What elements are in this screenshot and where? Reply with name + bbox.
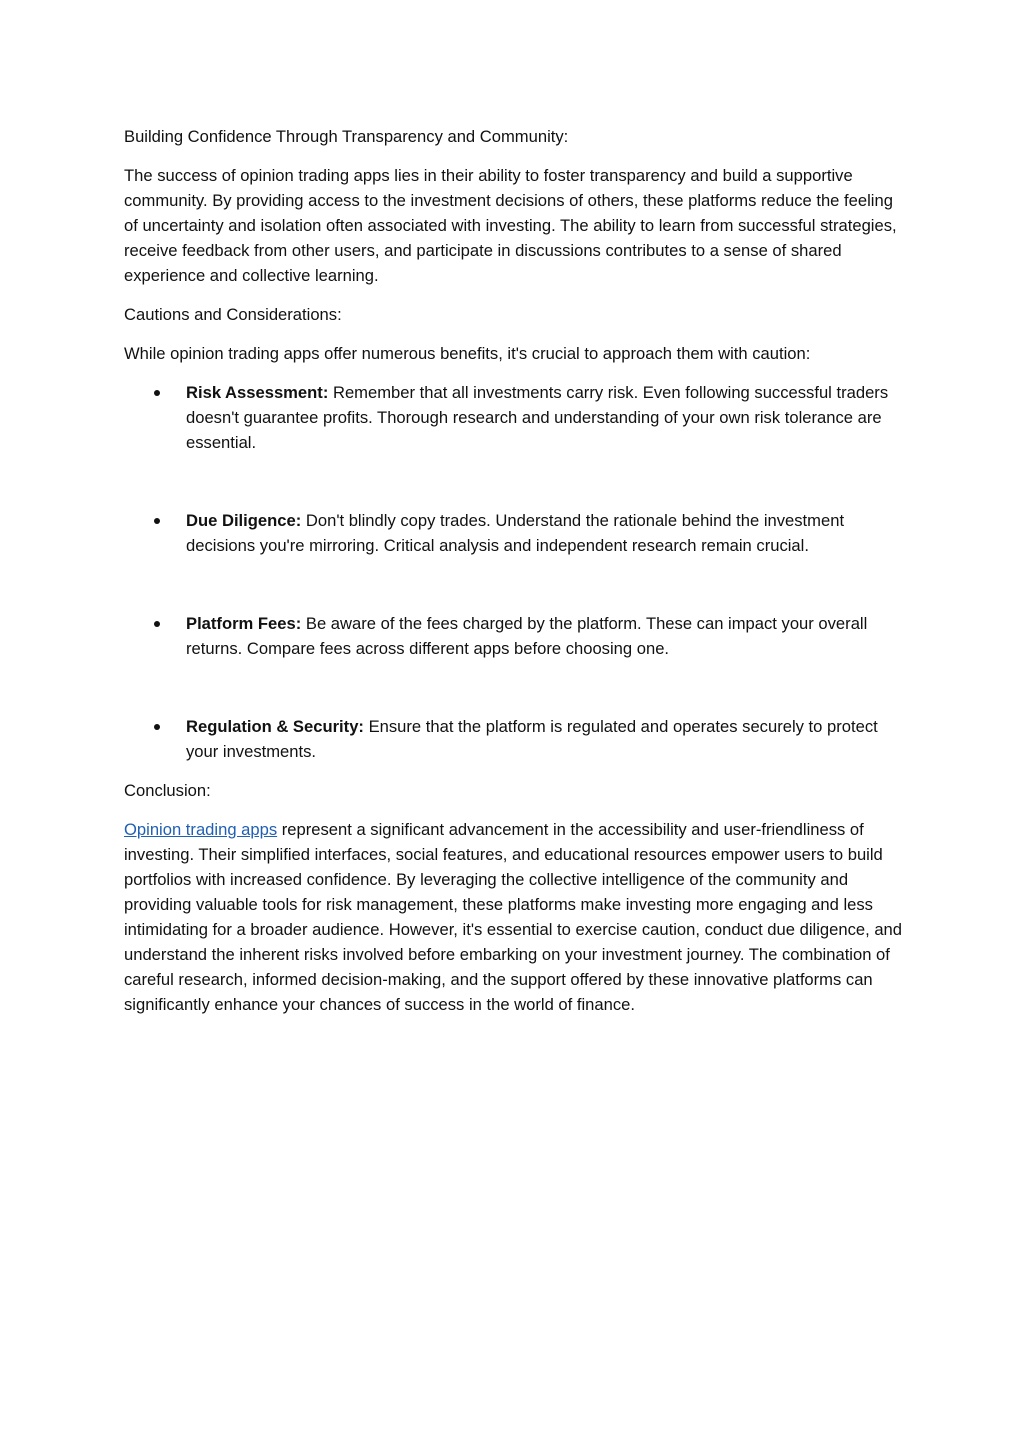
list-item-text: Remember that all investments carry risk. Even following successful traders doesn't guarantee profits. Thorough research and understanding of your own risk tolerance are essential. (186, 383, 889, 452)
list-item-term: Due Diligence: (186, 511, 302, 530)
section-heading-conclusion: Conclusion: (124, 781, 211, 800)
list-item-term: Platform Fees: (186, 614, 302, 633)
list-item-text: Be aware of the fees charged by the platform. These can impact your overall returns. Compare fees across different apps before choosing one. (186, 614, 868, 658)
bullet-icon (154, 518, 160, 524)
bullet-icon (154, 390, 160, 396)
section-heading-transparency: Building Confidence Through Transparency and Community: (124, 127, 569, 146)
list-item-risk-assessment (124, 380, 904, 455)
list-item-text: Ensure that the platform is regulated and operates securely to protect your investments. (186, 717, 878, 761)
bullet-icon (154, 621, 160, 627)
conclusion-text: represent a significant advancement in the accessibility and user-friendliness of investing. Their simplified interfaces, social features, and educational resources empower users to build portfolios with increased confidence. By leveraging the collective intelligence of the community and providing valuable tools for risk management, these platforms make investing more engaging and less intimidating for a broader audience. However, it's essential to exercise caution, conduct due diligence, and understand the inherent risks involved before embarking on your investment journey. The combination of careful research, informed decision-making, and the support offered by these innovative platforms can significantly enhance your chances of success in the world of finance. (124, 820, 903, 1014)
document-page (124, 124, 904, 1031)
paragraph-cautions-intro: While opinion trading apps offer numerous benefits, it's crucial to approach them with caution: (124, 344, 811, 363)
list-item-platform-fees (124, 611, 904, 661)
bullet-icon (154, 724, 160, 730)
list-item-due-diligence (124, 508, 904, 558)
section-heading-cautions: Cautions and Considerations: (124, 305, 342, 324)
paragraph-transparency: The success of opinion trading apps lies in their ability to foster transparency and build a supportive community. By providing access to the investment decisions of others, these platforms reduce the feeling of uncertainty and isolation often associated with investing. The ability to learn from successful strategies, receive feedback from other users, and participate in discussions contributes to a sense of shared experience and collective learning. (124, 166, 897, 285)
list-item-term: Regulation & Security: (186, 717, 364, 736)
cautions-list (124, 380, 904, 764)
paragraph-conclusion (124, 817, 904, 1017)
list-item-term: Risk Assessment: (186, 383, 329, 402)
list-item-text: Don't blindly copy trades. Understand the rationale behind the investment decisions you're mirroring. Critical analysis and independent research remain crucial. (186, 511, 845, 555)
list-item-regulation-security (124, 714, 904, 764)
opinion-trading-apps-link[interactable]: Opinion trading apps (124, 820, 278, 839)
